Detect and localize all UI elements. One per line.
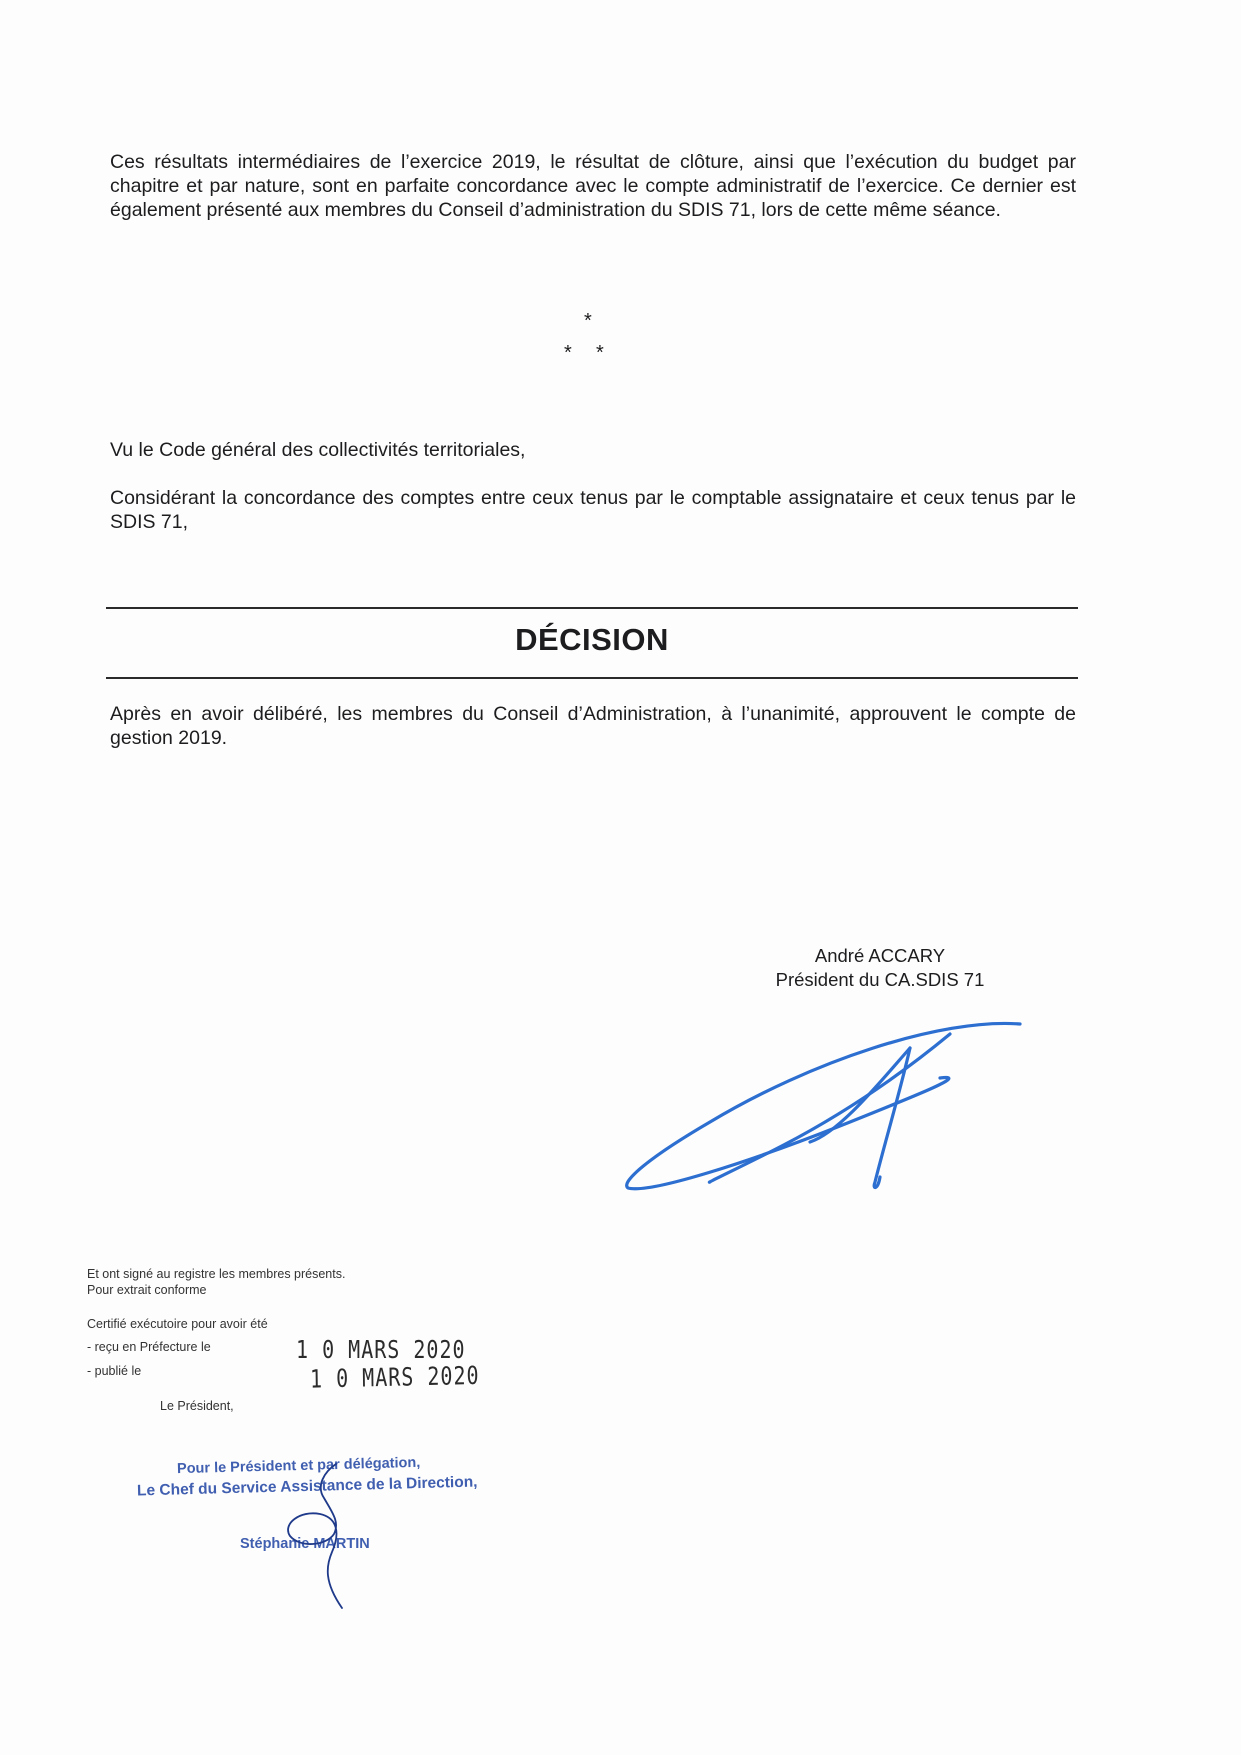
decision-paragraph: Après en avoir délibéré, les membres du Conseil d’Administration, à l’unanimité, approuvent le compte de gestion 2019.: [110, 703, 1076, 749]
delegation-stamp-line-2: Le Chef du Service Assistance de la Direction,: [136, 1473, 478, 1500]
signatory-title: Président du CA.SDIS 71: [775, 969, 985, 990]
legal-basis-paragraph: Vu le Code général des collectivités territoriales,: [110, 439, 526, 461]
signatory-block: [700, 944, 1060, 992]
published-date-stamp: 1 0 MARS 2020: [309, 1360, 480, 1394]
footer-certified: Certifié exécutoire pour avoir été: [87, 1317, 268, 1331]
heading-rule-bottom: [106, 677, 1078, 679]
footer-signed-register: Et ont signé au registre les membres présents.: [87, 1267, 346, 1281]
delegation-stamp-name: Stéphanie MARTIN: [240, 1536, 370, 1552]
decision-heading: DÉCISION: [515, 622, 669, 657]
received-date-stamp: 1 0 MARS 2020: [296, 1334, 466, 1364]
results-paragraph: Ces résultats intermédiaires de l’exercice 2019, le résultat de clôture, ainsi que l’exécution du budget par chapitre et par nature, sont en parfaite concordance avec le compte administratif de l’exercice. Ce dernier est également présenté aux membres du Conseil d’administration du SDIS 71, lors de cette même séance.: [110, 151, 1076, 221]
footer-president-label: Le Président,: [160, 1399, 234, 1413]
footer-published-label: - publié le: [87, 1364, 142, 1378]
star-top: *: [584, 310, 592, 332]
delegation-stamp-line-1: Pour le Président et par délégation,: [176, 1454, 421, 1478]
considering-paragraph: Considérant la concordance des comptes entre ceux tenus par le comptable assignataire et ceux tenus par le SDIS 71,: [110, 487, 1076, 533]
signatory-name: André ACCARY: [814, 945, 946, 966]
star-right: *: [596, 342, 604, 364]
footer-true-copy: Pour extrait conforme: [87, 1283, 207, 1297]
president-signature: [610, 1012, 1040, 1202]
star-left: *: [564, 342, 572, 364]
footer-received-label: - reçu en Préfecture le: [87, 1340, 211, 1354]
heading-rule-top: [106, 607, 1078, 609]
delegate-signature: [280, 1462, 370, 1612]
